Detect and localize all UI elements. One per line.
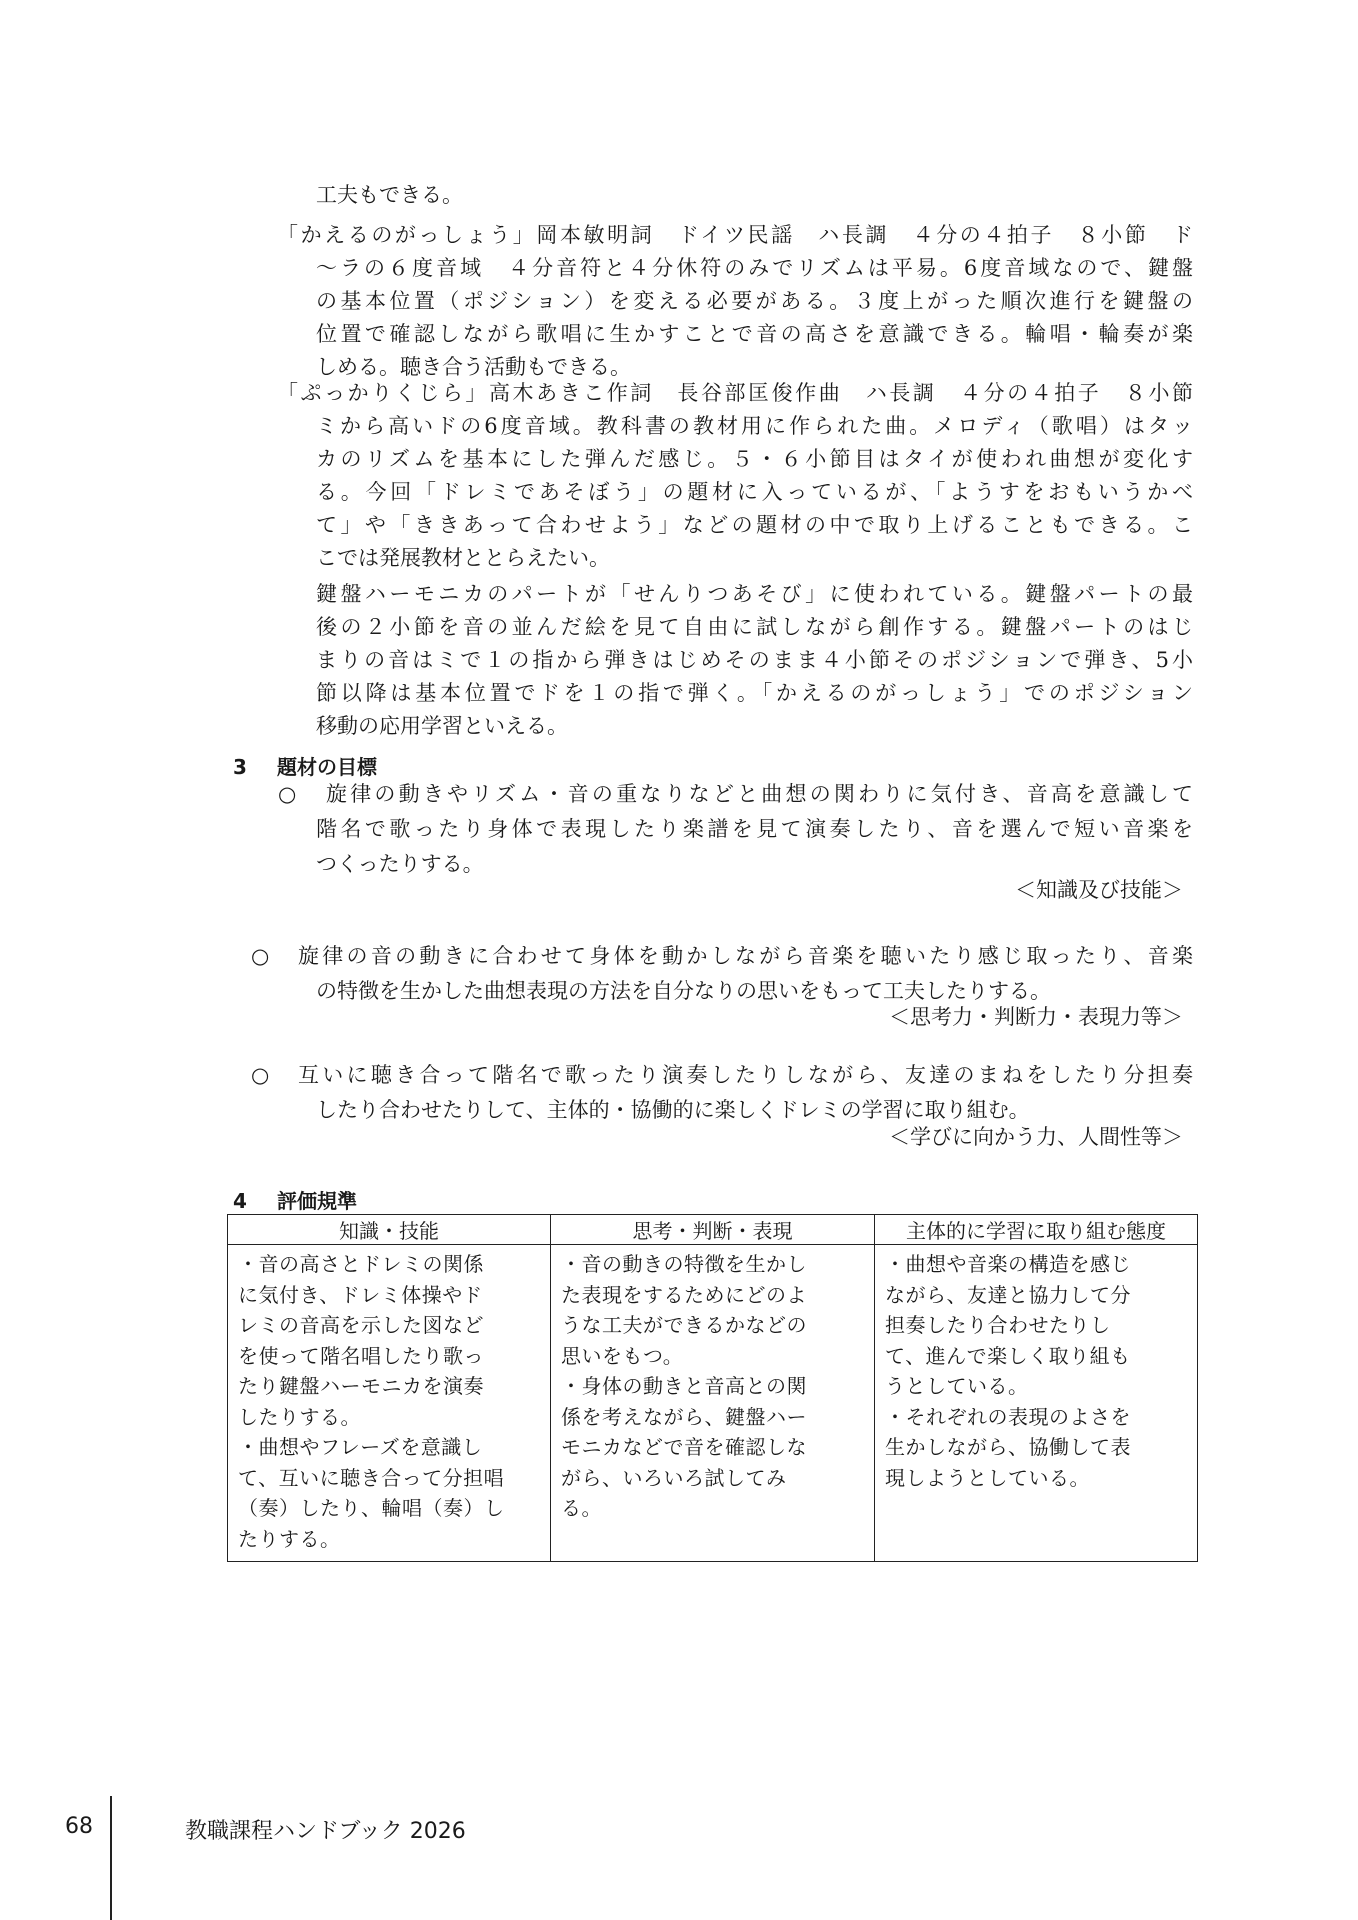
text-line: 節以降は基本位置でドを１の指で弾く。「かえるのがっしょう」でのポジション xyxy=(316,681,1193,705)
goal-text-line: したり合わせたりして、主体的・協働的に楽しくドレミの学習に取り組む。 xyxy=(316,1098,1030,1122)
goal-bullet-circle: ○ xyxy=(251,1063,270,1087)
cell-text-line: たり鍵盤ハーモニカを演奏 xyxy=(238,1374,484,1398)
cell-text-line: ・曲想や音楽の構造を感じ xyxy=(885,1252,1131,1276)
cell-text-line: がら、いろいろ試してみ xyxy=(561,1465,787,1490)
cell-text-line: 担奏したり合わせたりし xyxy=(885,1313,1111,1337)
cell-text-line: モニカなどで音を確認しな xyxy=(561,1435,807,1459)
section-3-heading xyxy=(233,751,377,780)
cell-text-line: レミの音高を示した図など xyxy=(238,1313,484,1337)
text-line: カのリズムを基本にした弾んだ感じ。５・６小節目はタイが使われ曲想が変化す xyxy=(316,447,1193,471)
text-line: て」や「ききあって合わせよう」などの題材の中で取り上げることもできる。こ xyxy=(316,513,1193,537)
text-line: 位置で確認しながら歌唱に生かすことで音の高さを意識できる。輪唱・輪奏が楽 xyxy=(316,322,1193,346)
handbook-title: 教職課程ハンドブック 2026 xyxy=(185,1819,466,1844)
cell-text-line: たりする。 xyxy=(238,1526,341,1551)
cell-text-line: ながら、友達と協力して分 xyxy=(885,1282,1131,1307)
cell-text-line: た表現をするためにどのよ xyxy=(561,1282,807,1307)
cell-text-line: ・身体の動きと音高との関 xyxy=(561,1374,807,1398)
cell-text-line: て、進んで楽しく取り組も xyxy=(885,1343,1131,1368)
cell-text-line: ・曲想やフレーズを意識し xyxy=(238,1435,483,1459)
cell-knowledge-skill xyxy=(228,1245,551,1562)
section-title: 題材の目標 xyxy=(277,755,377,779)
cell-text-line: を使って階名唱したり歌っ xyxy=(238,1343,484,1368)
goal-bullet-circle: ○ xyxy=(278,782,297,806)
goal-text-line: 互いに聴き合って階名で歌ったり演奏したりしながら、友達のまねをしたり分担奏 xyxy=(298,1063,1193,1087)
section-4-heading xyxy=(233,1185,357,1214)
page-footer xyxy=(65,1814,466,1844)
section-number: 4 xyxy=(233,1189,247,1213)
text-line: 鍵盤ハーモニカのパートが「せんりつあそび」に使われている。鍵盤パートの最 xyxy=(316,582,1193,606)
goal-text-line: 旋律の音の動きに合わせて身体を動かしながら音楽を聴いたり感じ取ったり、音楽 xyxy=(298,944,1193,968)
cell-attitude xyxy=(875,1245,1198,1562)
text-line: しめる。聴き合う活動もできる。 xyxy=(316,355,631,379)
cell-text-line: うとしている。 xyxy=(885,1374,1029,1398)
text-line: 「かえるのがっしょう」岡本敏明詞 ドイツ民謡 ハ長調 ４分の４拍子 ８小節 ド xyxy=(277,223,1193,247)
text-line: 〜ラの６度音域 ４分音符と４分休符のみでリズムは平易。6度音域なので、鍵盤 xyxy=(316,256,1193,280)
section-number: 3 xyxy=(233,755,247,779)
goal-bullet-circle: ○ xyxy=(251,944,270,968)
header-knowledge-skill: 知識・技能 xyxy=(228,1215,551,1245)
text-line: の基本位置（ポジション）を変える必要がある。３度上がった順次進行を鍵盤の xyxy=(316,289,1193,313)
cell-text-line: したりする。 xyxy=(238,1404,361,1429)
section-title: 評価規準 xyxy=(277,1189,357,1213)
cell-text-line: 思いをもつ。 xyxy=(561,1343,684,1368)
footer-rule xyxy=(110,1796,112,1920)
header-attitude: 主体的に学習に取り組む態度 xyxy=(875,1215,1198,1245)
text-line: まりの音はミで１の指から弾きはじめそのまま４小節そのポジションで弾き、5小 xyxy=(316,648,1193,672)
cell-text-line: ・音の高さとドレミの関係 xyxy=(238,1252,484,1276)
text-line: る。今回「ドレミであそぼう」の題材に入っているが、「ようすをおもいうかべ xyxy=(316,480,1193,504)
cell-text-line: 現しようとしている。 xyxy=(885,1465,1090,1490)
cell-thinking-judgment xyxy=(551,1245,875,1562)
goal-text-line: 旋律の動きやリズム・音の重なりなどと曲想の関わりに気付き、音高を意識して xyxy=(326,782,1193,806)
header-thinking-judgment: 思考・判断・表現 xyxy=(551,1215,875,1245)
goal-category-label: ＜知識及び技能＞ xyxy=(1015,878,1183,902)
text-line: 「ぷっかりくじら」高木あきこ作詞 長谷部匡俊作曲 ハ長調 ４分の４拍子 ８小節 xyxy=(277,381,1193,405)
cell-text-line: る。 xyxy=(561,1496,602,1520)
text-line: 後の２小節を音の並んだ絵を見て自由に試しながら創作する。鍵盤パートのはじ xyxy=(316,615,1193,639)
goal-text-line: の特徴を生かした曲想表現の方法を自分なりの思いをもって工夫したりする。 xyxy=(316,979,1051,1003)
goal-category-label: ＜思考力・判断力・表現力等＞ xyxy=(889,1005,1183,1029)
page-number: 68 xyxy=(65,1814,93,1839)
table-header-row xyxy=(228,1215,1198,1245)
cell-text-line: て、互いに聴き合って分担唱 xyxy=(238,1465,505,1490)
text-line: 移動の応用学習といえる。 xyxy=(316,714,568,738)
cell-text-line: ・音の動きの特徴を生かし xyxy=(561,1252,807,1276)
goal-text-line: 階名で歌ったり身体で表現したり楽譜を見て演奏したり、音を選んで短い音楽を xyxy=(316,817,1193,841)
cell-text-line: うな工夫ができるかなどの xyxy=(561,1313,807,1337)
text-line: ミから高いドの6度音域。教科書の教材用に作られた曲。メロディ（歌唱）はタッ xyxy=(316,414,1193,438)
table-row xyxy=(228,1245,1198,1562)
evaluation-criteria-table xyxy=(227,1214,1198,1562)
cell-text-line: 係を考えながら、鍵盤ハー xyxy=(561,1404,807,1429)
cell-text-line: に気付き、ドレミ体操やド xyxy=(238,1282,483,1307)
cell-text-line: ・それぞれの表現のよさを xyxy=(885,1404,1131,1429)
text-line: 工夫もできる。 xyxy=(316,183,463,207)
cell-text-line: （奏）したり、輪唱（奏）し xyxy=(238,1496,505,1520)
cell-text-line: 生かしながら、協働して表 xyxy=(885,1435,1131,1459)
goal-text-line: つくったりする。 xyxy=(316,852,484,876)
text-line: こでは発展教材ととらえたい。 xyxy=(316,546,610,570)
goal-category-label: ＜学びに向かう力、人間性等＞ xyxy=(889,1125,1183,1149)
